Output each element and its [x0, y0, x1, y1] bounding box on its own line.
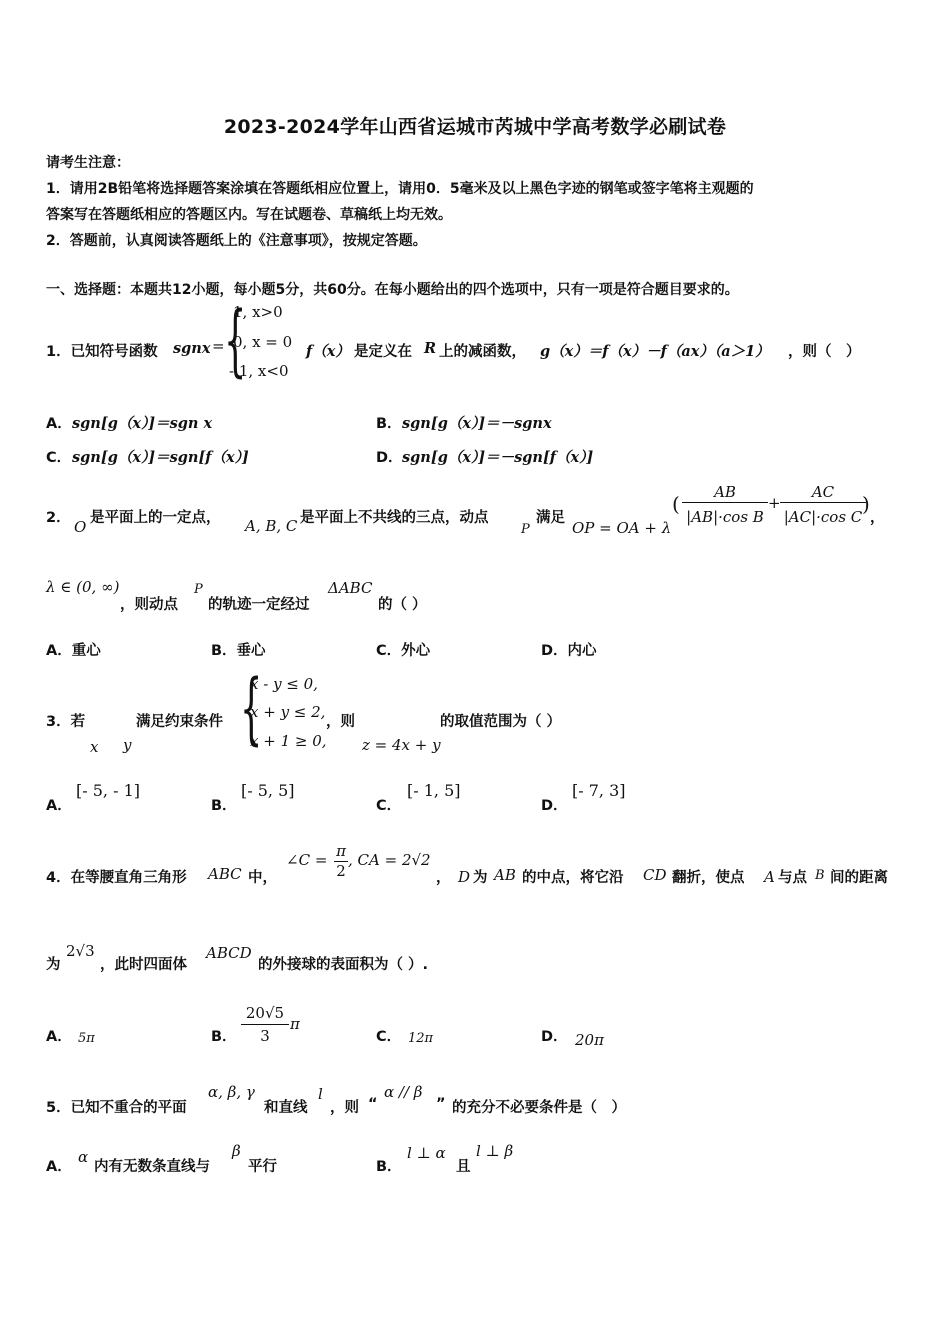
section-1-heading: 一、选择题：本题共12小题，每小题5分，共60分。在每小题给出的四个选项中，只有一项是符合题目要求的。	[46, 282, 739, 298]
q4-angle: ∠C =	[286, 851, 328, 869]
q3-constraint-3: x + 1 ≥ 0,	[250, 732, 327, 750]
q4-option-b-pi: π	[290, 1015, 300, 1033]
q1-case-3: - 1, x<0	[229, 362, 289, 380]
q1-sgnx: sgnx	[173, 340, 211, 357]
q4-ca: , CA = 2√2	[348, 851, 431, 869]
q4-text-4: 的中点，将它沿	[522, 870, 624, 886]
q2-fraction-2-num: AC	[780, 482, 866, 503]
q4-option-b-den: 3	[260, 1027, 270, 1045]
q4-number: 4．在等腰直角三角形	[46, 870, 187, 886]
q1-option-d: sgn[g（x）]＝－sgn[f（x）]	[402, 449, 594, 466]
q5-option-b-m1: l ⊥ α	[407, 1144, 446, 1162]
q4-D: D	[458, 868, 471, 886]
q3-option-d: [- 7, 3]	[572, 781, 626, 800]
q4-option-b-num: 20√5	[241, 1002, 289, 1025]
q1-mid2: 上的减函数，	[439, 344, 526, 360]
q3-option-b: [- 5, 5]	[241, 781, 295, 800]
q4-text-3: 为	[473, 870, 488, 886]
q2-number: 2．	[46, 510, 71, 526]
q4-option-a-label: A．	[46, 1029, 72, 1045]
q4-text-6: 与点	[778, 870, 807, 886]
q2-comma: ，	[870, 510, 885, 526]
q2-O: O	[74, 518, 87, 536]
q2-text-3: 满足	[536, 510, 565, 526]
q1-suffix: ，则（ ）	[788, 344, 861, 360]
q5-right-quote: ”	[436, 1096, 446, 1112]
q1-R: R	[424, 340, 437, 357]
q1-option-b-label: B．	[376, 416, 402, 432]
q3-constraint-1: x - y ≤ 0,	[250, 675, 318, 693]
q4-option-c: 12π	[408, 1031, 434, 1046]
q1-option-a-label: A．	[46, 416, 72, 432]
q3-constraint-2: x + y ≤ 2,	[250, 703, 326, 721]
notes-line-1: 1．请用2B铅笔将选择题答案涂填在答题纸相应位置上，请用0．5毫米及以上黑色字迹的钢笔或签字笔将主观题的	[46, 181, 754, 197]
q4-text-7: 间的距离	[830, 870, 888, 886]
q3-option-c-label: C．	[376, 798, 402, 814]
notes-heading: 请考生注意：	[46, 155, 130, 171]
q2-plus: +	[768, 494, 781, 512]
q2-option-a: A．重心	[46, 643, 101, 659]
q1-option-d-label: D．	[376, 450, 403, 466]
q2-fraction-2-den: |AC|·cos C	[783, 508, 863, 526]
q5-option-b-text: 且	[456, 1159, 471, 1175]
q3-option-c: [- 1, 5]	[407, 781, 461, 800]
q3-option-d-label: D．	[541, 798, 568, 814]
q2-option-c: C．外心	[376, 643, 431, 659]
q3-brace: {	[240, 664, 263, 754]
q1-gx: g（x）＝f（x）－f（ax）（a＞1）	[540, 343, 770, 360]
q4-option-d: 20π	[575, 1031, 604, 1049]
q1-fx: f（x）	[306, 343, 350, 360]
q2-fraction-1-den: |AB|·cos B	[686, 508, 764, 526]
exam-title: 2023-2024学年山西省运城市芮城中学高考数学必刷试卷	[223, 116, 727, 138]
q5-text-1: 和直线	[264, 1100, 308, 1116]
q5-l: l	[318, 1085, 323, 1103]
q1-option-c-label: C．	[46, 450, 72, 466]
q1-equals: =	[212, 337, 225, 355]
q3-option-a-label: A．	[46, 798, 72, 814]
q4-ABCD: ABCD	[206, 944, 252, 962]
q4-ABC: ABC	[208, 865, 242, 883]
q2-P-2: P	[194, 582, 203, 597]
q5-number: 5．已知不重合的平面	[46, 1100, 187, 1116]
q3-x: x	[90, 738, 99, 756]
q5-left-quote: “	[368, 1096, 378, 1112]
notes-line-2: 答案写在答题纸相应的答题区内。写在试题卷、草稿纸上均无效。	[46, 207, 452, 223]
q4-option-c-label: C．	[376, 1029, 402, 1045]
q5-parallel: α // β	[384, 1083, 423, 1101]
q4-text-2: ，	[436, 870, 451, 886]
q1-mid: 是定义在	[354, 344, 412, 360]
q4-pi: π	[334, 842, 348, 862]
q4-text-8: 为	[46, 957, 61, 973]
q3-option-b-label: B．	[211, 798, 237, 814]
q4-A: A	[764, 868, 775, 886]
q1-option-a: sgn[g（x）]＝sgn x	[72, 415, 213, 432]
q2-ABC: A, B, C	[245, 517, 298, 535]
q3-option-a: [- 5, - 1]	[76, 781, 140, 800]
q2-text-5: 的轨迹一定经过	[208, 597, 310, 613]
q5-option-a-label: A．	[46, 1159, 72, 1175]
q3-text-3: 的取值范围为（ ）	[440, 714, 562, 730]
q2-text-6: 的（ ）	[378, 597, 427, 613]
q5-option-b-label: B．	[376, 1159, 402, 1175]
notes-line-3: 2．答题前，认真阅读答题纸上的《注意事项》，按规定答题。	[46, 233, 427, 249]
q3-objective: z = 4x + y	[362, 736, 441, 754]
q4-CD: CD	[643, 866, 667, 884]
q4-text-9: ，此时四面体	[100, 957, 187, 973]
q2-fraction-1-num: AB	[682, 482, 768, 503]
q4-distance: 2√3	[66, 942, 95, 960]
q2-lambda-range: λ ∈ (0, ∞)	[46, 578, 120, 596]
q3-text-1: 满足约束条件	[136, 714, 223, 730]
q5-text-3: 的充分不必要条件是（ ）	[452, 1100, 626, 1116]
q1-prefix: 1．已知符号函数	[46, 344, 158, 360]
q2-text-1: 是平面上的一定点，	[90, 510, 221, 526]
q2-fraction-2	[780, 482, 866, 527]
q4-text-1: 中，	[248, 870, 277, 886]
q2-triangle: ΔABC	[328, 579, 373, 597]
q4-AB: AB	[494, 866, 516, 884]
q2-fraction-1	[682, 482, 768, 527]
q4-two: 2	[336, 862, 346, 880]
q2-text-4: ，则动点	[120, 597, 178, 613]
q1-option-b: sgn[g（x）]＝－sgnx	[402, 415, 552, 432]
q5-option-b-m2: l ⊥ β	[476, 1142, 514, 1160]
q4-option-b-fraction	[241, 1002, 289, 1047]
q5-text-2: ，则	[330, 1100, 359, 1116]
q4-option-a: 5π	[78, 1031, 95, 1046]
q1-case-2: 0, x = 0	[233, 333, 293, 351]
q1-case-1: 1, x>0	[233, 303, 283, 321]
q2-option-d: D．内心	[541, 643, 597, 659]
q1-brace: {	[224, 296, 247, 386]
q1-option-c: sgn[g（x）]＝sgn[f（x）]	[72, 449, 249, 466]
q2-lparen: (	[672, 492, 680, 516]
q5-option-a-text-1: 内有无数条直线与	[94, 1159, 210, 1175]
q2-expr: OP = OA + λ	[572, 519, 672, 537]
q2-option-b: B．垂心	[211, 643, 266, 659]
q5-planes: α, β, γ	[208, 1083, 255, 1101]
q5-option-a-beta: β	[232, 1142, 241, 1160]
q5-option-a-text-2: 平行	[248, 1159, 277, 1175]
q4-text-10: 的外接球的表面积为（ ）.	[258, 957, 429, 973]
q4-option-d-label: D．	[541, 1029, 568, 1045]
q3-number: 3．若	[46, 714, 86, 730]
q3-y: y	[123, 736, 132, 754]
q2-P: P	[521, 522, 530, 537]
q4-B: B	[815, 868, 825, 883]
q3-text-2: ，则	[326, 714, 355, 730]
q4-text-5: 翻折，使点	[672, 870, 745, 886]
q2-text-2: 是平面上不共线的三点，动点	[300, 510, 489, 526]
q4-pi-over-2	[334, 842, 348, 881]
q5-option-a-alpha: α	[78, 1148, 89, 1166]
q2-rparen: )	[862, 492, 870, 516]
q4-option-b-label: B．	[211, 1029, 237, 1045]
